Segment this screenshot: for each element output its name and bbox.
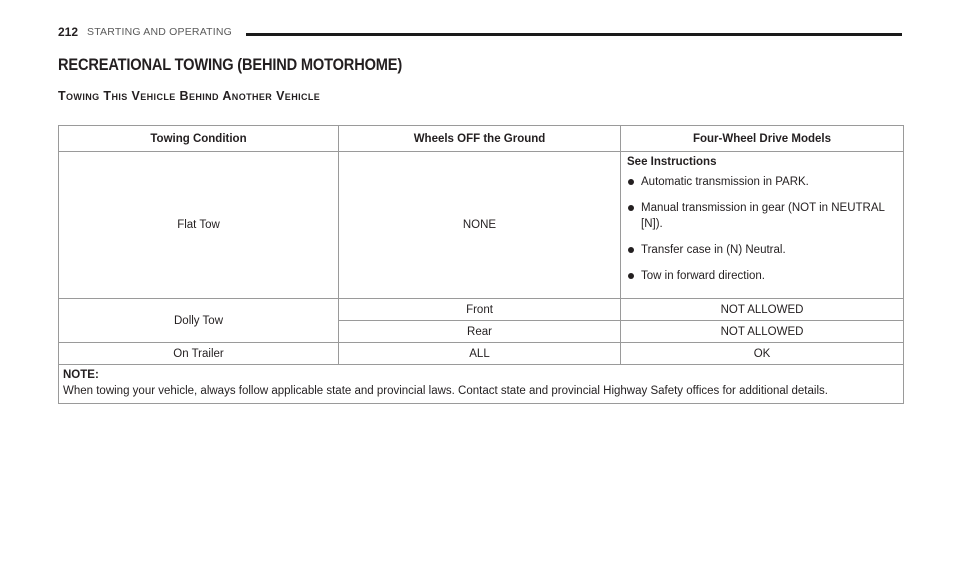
flat-tow-instructions — [621, 152, 904, 299]
page-header — [58, 24, 902, 44]
note-text: When towing your vehicle, always follow applicable state and provincial laws. Contact state and provincial Highway Safety offices for additional details. — [63, 385, 828, 397]
header-wheels-off: Wheels OFF the Ground — [339, 126, 621, 152]
instructions-list — [627, 174, 899, 284]
page-number: 212 — [58, 25, 79, 39]
page-subtitle: Towing This Vehicle Behind Another Vehicle — [58, 89, 321, 103]
bullet-icon — [628, 273, 634, 279]
table-row-note — [59, 365, 904, 404]
trailer-status: OK — [621, 343, 904, 365]
note-label: NOTE: — [63, 369, 99, 381]
note-cell — [59, 365, 904, 404]
instructions-heading: See Instructions — [627, 156, 717, 168]
towing-table — [58, 125, 904, 404]
list-item — [627, 242, 899, 258]
bullet-icon — [628, 179, 634, 185]
list-item — [627, 200, 899, 232]
flat-tow-wheels: NONE — [339, 152, 621, 299]
list-item-text: Manual transmission in gear (NOT in NEUTRAL [N]). — [641, 202, 885, 230]
header-four-wheel-drive: Four-Wheel Drive Models — [621, 126, 904, 152]
list-item — [627, 268, 899, 284]
dolly-rear-wheels: Rear — [339, 321, 621, 343]
section-title: STARTING AND OPERATING — [87, 26, 233, 38]
dolly-front-wheels: Front — [339, 299, 621, 321]
list-item — [627, 174, 899, 190]
bullet-icon — [628, 247, 634, 253]
dolly-front-status: NOT ALLOWED — [621, 299, 904, 321]
page-title: RECREATIONAL TOWING (BEHIND MOTORHOME) — [58, 55, 403, 74]
bullet-icon — [628, 205, 634, 211]
trailer-wheels: ALL — [339, 343, 621, 365]
table-row-flat-tow — [59, 152, 904, 299]
table-row-on-trailer — [59, 343, 904, 365]
list-item-text: Transfer case in (N) Neutral. — [641, 244, 786, 256]
table-header-row — [59, 126, 904, 152]
trailer-condition: On Trailer — [59, 343, 339, 365]
list-item-text: Tow in forward direction. — [641, 270, 765, 282]
dolly-rear-status: NOT ALLOWED — [621, 321, 904, 343]
header-rule — [246, 33, 902, 36]
list-item-text: Automatic transmission in PARK. — [641, 176, 809, 188]
flat-tow-condition: Flat Tow — [59, 152, 339, 299]
table-row-dolly-front — [59, 299, 904, 321]
header-towing-condition: Towing Condition — [59, 126, 339, 152]
dolly-tow-condition: Dolly Tow — [59, 299, 339, 343]
